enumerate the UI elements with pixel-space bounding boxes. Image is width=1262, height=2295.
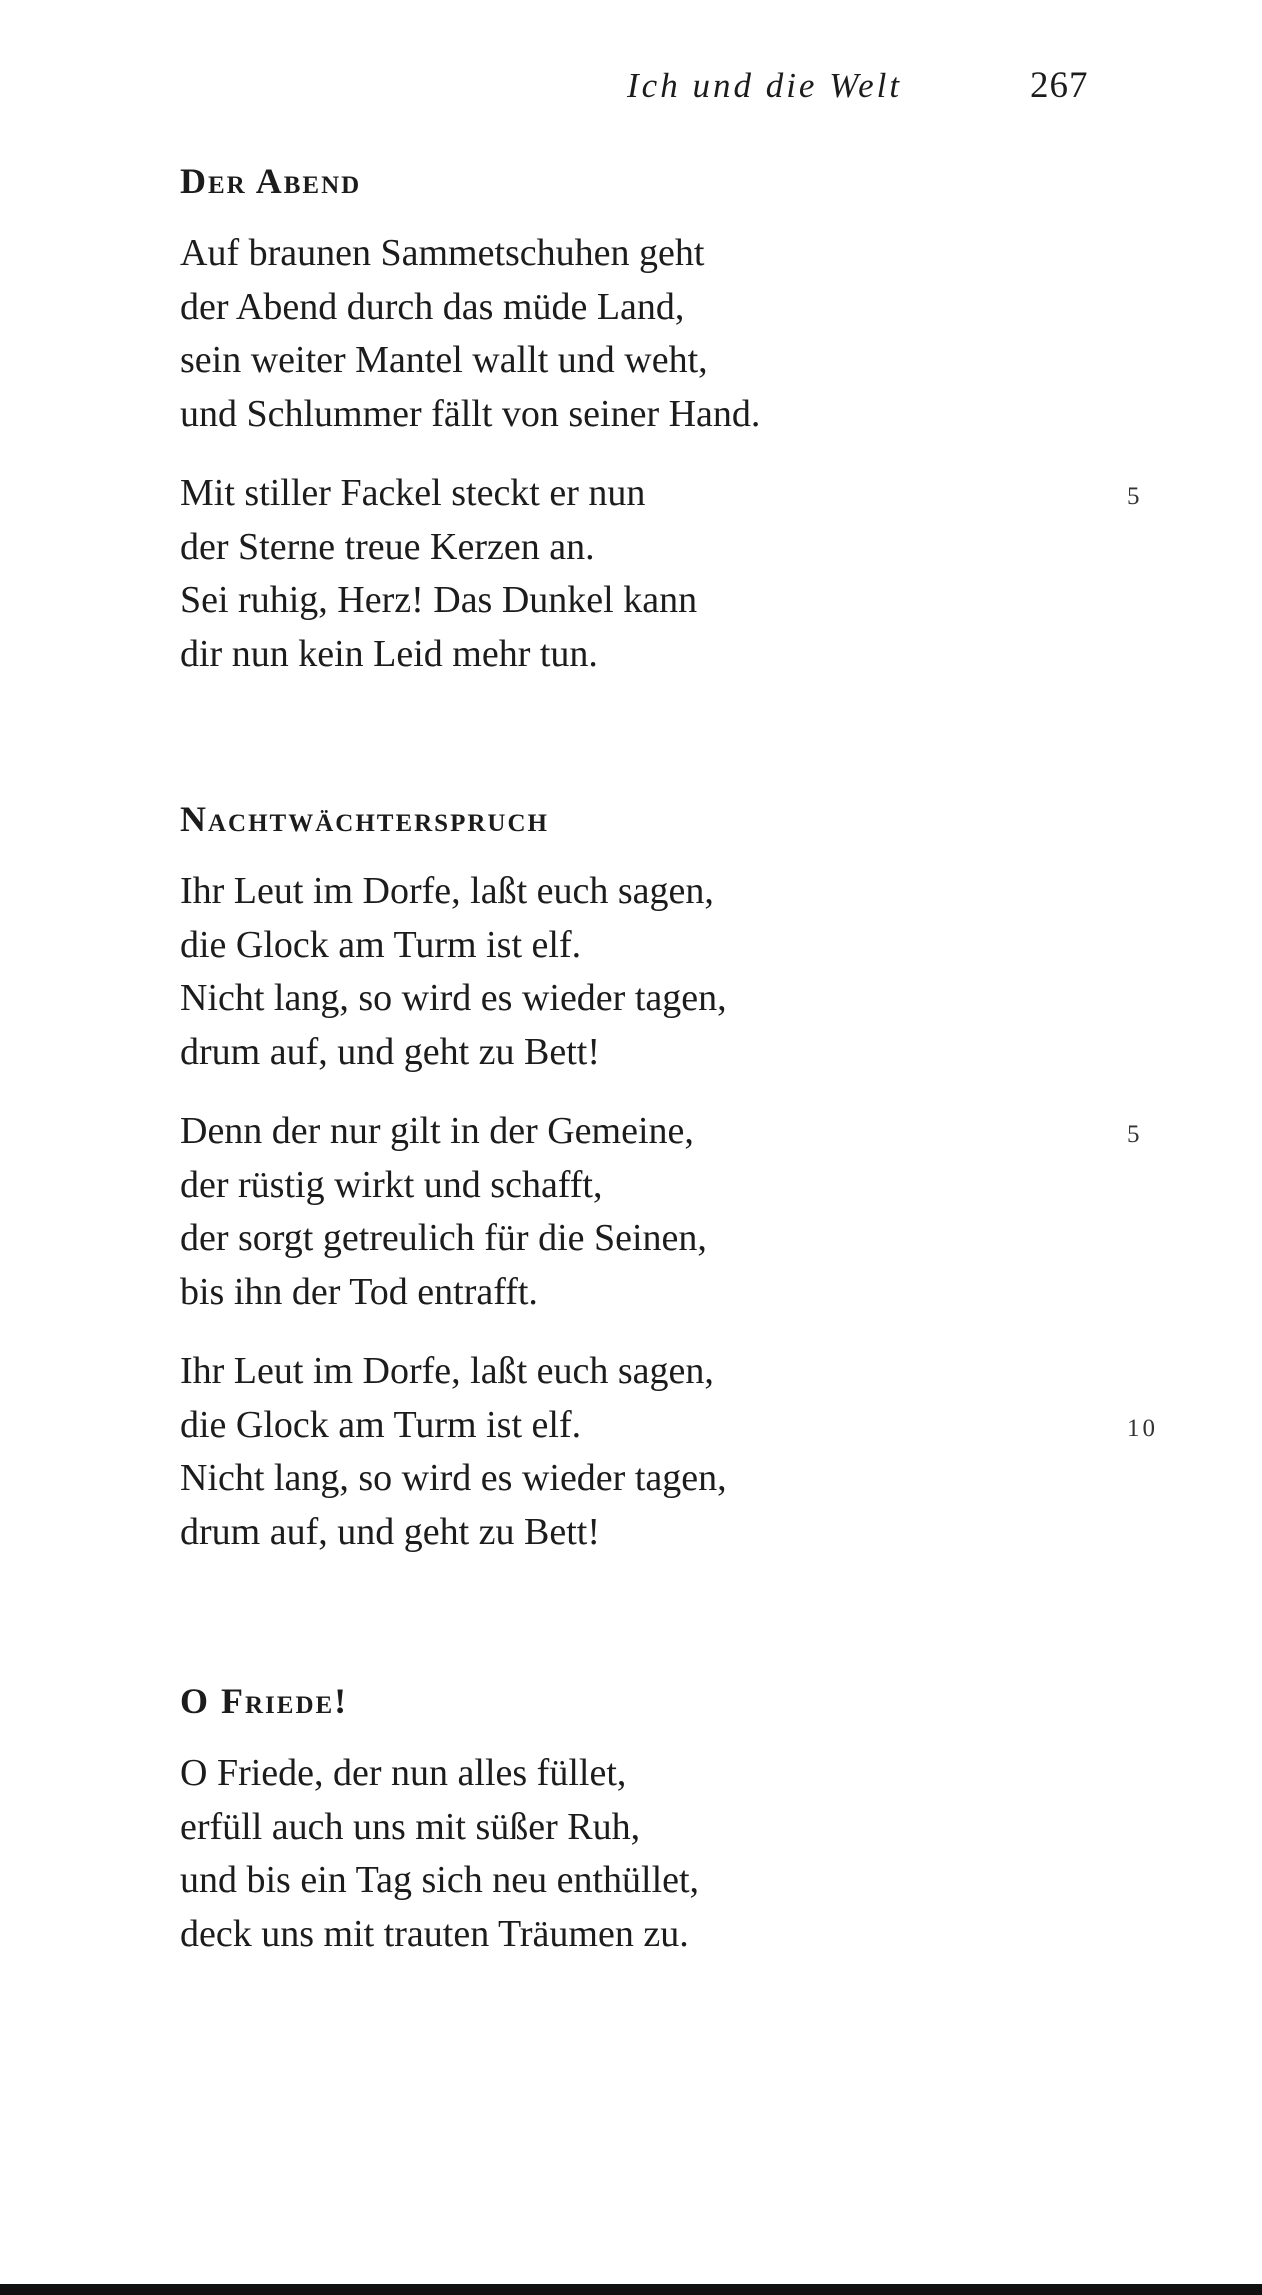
poem-title: Der Abend	[180, 161, 362, 201]
verse-line: der sorgt getreulich für die Seinen,	[180, 1217, 707, 1259]
poem-title: Nachtwächterspruch	[180, 799, 549, 839]
verse-line: Nicht lang, so wird es wieder tagen,	[180, 1457, 727, 1499]
verse-line: und Schlummer fällt von seiner Hand.	[180, 392, 761, 435]
verse-line: der Abend durch das müde Land,	[180, 285, 685, 328]
verse-line: bis ihn der Tod entrafft.	[180, 1270, 538, 1313]
line-number: 5	[1127, 483, 1143, 510]
verse-line: Ihr Leut im Dorfe, laßt euch sagen,	[180, 870, 714, 912]
verse-line: die Glock am Turm ist elf.	[180, 1403, 582, 1446]
running-title: Ich und die Welt	[627, 66, 903, 105]
verse-line: O Friede, der nun alles füllet,	[180, 1752, 627, 1794]
verse-line: und bis ein Tag sich neu enthüllet,	[180, 1859, 700, 1901]
verse-line: die Glock am Turm ist elf.	[180, 923, 582, 966]
verse-line: Ihr Leut im Dorfe, laßt euch sagen,	[180, 1350, 714, 1392]
verse-line: deck uns mit trauten Träumen zu.	[180, 1912, 689, 1955]
scan-edge	[0, 2284, 1262, 2295]
verse-line: der rüstig wirkt und schafft,	[180, 1163, 603, 1206]
stanza	[180, 865, 1140, 1079]
stanza	[180, 227, 1140, 441]
poem-der-abend	[180, 156, 1143, 681]
stanza	[180, 1747, 1140, 1961]
line-number: 5	[1127, 1121, 1143, 1148]
poem-title: O Friede!	[180, 1681, 349, 1721]
line-number: 10	[1127, 1415, 1158, 1442]
verse-line: erfüll auch uns mit süßer Ruh,	[180, 1805, 641, 1848]
stanza	[180, 467, 1143, 681]
verse-line: der Sterne treue Kerzen an.	[180, 525, 595, 568]
verse-line: Nicht lang, so wird es wieder tagen,	[180, 977, 727, 1019]
verse-line: Mit stiller Fackel steckt er nun	[180, 472, 646, 514]
poem-nachtwaechterspruch	[180, 794, 1158, 1559]
verse-line: Auf braunen Sammetschuhen geht	[180, 232, 705, 274]
verse-line: drum auf, und geht zu Bett!	[180, 1510, 601, 1553]
verse-line: Denn der nur gilt in der Gemeine,	[180, 1110, 694, 1152]
page-number: 267	[1030, 65, 1089, 106]
stanza	[180, 1345, 1158, 1559]
verse-line: dir nun kein Leid mehr tun.	[180, 632, 598, 675]
verse-line: Sei ruhig, Herz! Das Dunkel kann	[180, 579, 698, 621]
stanza	[180, 1105, 1143, 1319]
verse-line: drum auf, und geht zu Bett!	[180, 1030, 601, 1073]
verse-line: sein weiter Mantel wallt und weht,	[180, 339, 708, 381]
running-head	[0, 62, 1262, 122]
poem-o-friede	[180, 1676, 1140, 1961]
